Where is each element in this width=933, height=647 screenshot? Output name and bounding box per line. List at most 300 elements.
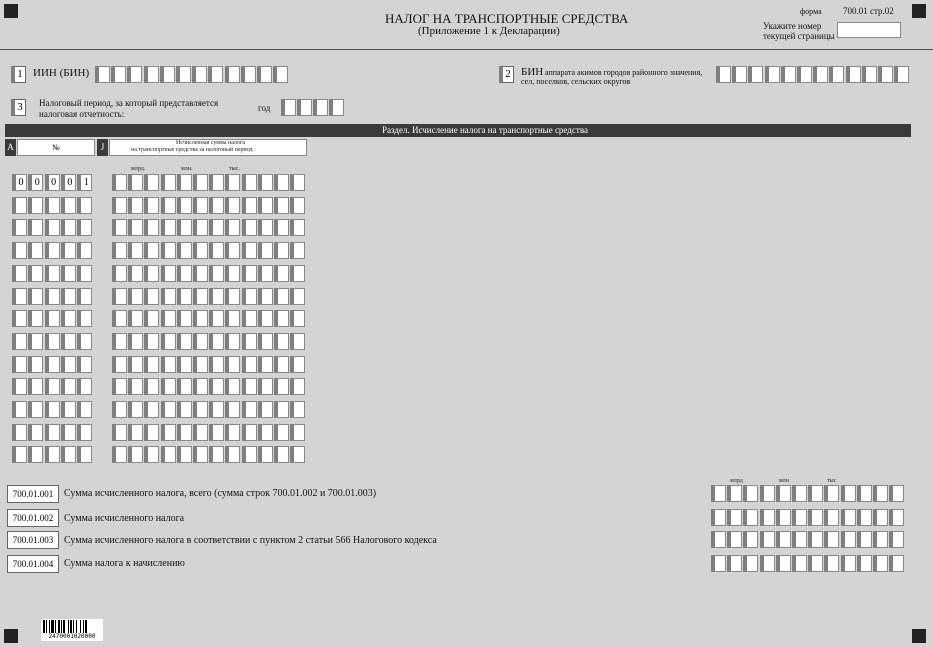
row-number-cell[interactable] [12,288,27,305]
tax-amount-cell[interactable] [258,265,273,282]
row-number-cell[interactable] [28,219,43,236]
tax-amount-cell[interactable] [209,333,224,350]
iin-cell[interactable] [160,66,175,83]
year-cell[interactable] [313,99,328,116]
tax-amount-cell[interactable] [161,197,176,214]
tax-amount-cell[interactable] [290,446,305,463]
tax-amount-cell[interactable] [193,401,208,418]
row-number-cell[interactable] [12,242,27,259]
iin-cell[interactable] [241,66,256,83]
tax-amount-cell[interactable] [258,310,273,327]
tax-amount-cell[interactable] [128,378,143,395]
total-amount-cell[interactable] [824,485,839,502]
row-number-cell[interactable] [12,333,27,350]
total-amount-cell[interactable] [743,485,758,502]
tax-amount-cell[interactable] [290,174,305,191]
tax-amount-cell[interactable] [242,197,257,214]
total-amount-cell[interactable] [727,485,742,502]
tax-amount-cell[interactable] [128,401,143,418]
tax-amount-cell[interactable] [177,197,192,214]
tax-amount-cell[interactable] [128,356,143,373]
total-amount-cell[interactable] [808,555,823,572]
tax-amount-cell[interactable] [225,378,240,395]
tax-amount-cell[interactable] [225,333,240,350]
tax-amount-cell[interactable] [290,378,305,395]
iin-cell[interactable] [144,66,159,83]
row-number-cell[interactable] [61,424,76,441]
tax-amount-cell[interactable] [209,424,224,441]
tax-amount-cell[interactable] [193,310,208,327]
row-number-cell[interactable] [12,401,27,418]
row-number-cell[interactable] [45,219,60,236]
total-amount-cell[interactable] [873,531,888,548]
tax-amount-cell[interactable] [209,219,224,236]
totals-scale-mln: млн [779,478,790,484]
bin-cell[interactable] [813,66,828,83]
row-number-cell[interactable] [77,424,92,441]
row-number-cell[interactable] [12,356,27,373]
total-amount-cell[interactable] [824,509,839,526]
total-amount-cell[interactable] [841,509,856,526]
tax-amount-cell[interactable] [144,424,159,441]
tax-amount-cell[interactable] [274,174,289,191]
page-number-input[interactable] [837,22,901,38]
row-number-cell[interactable] [45,333,60,350]
tax-amount-cell[interactable] [161,378,176,395]
tax-amount-cell[interactable] [112,446,127,463]
tax-amount-cell[interactable] [112,378,127,395]
total-amount-cell[interactable] [760,485,775,502]
tax-amount-cell[interactable] [177,310,192,327]
row-number-cell[interactable] [12,378,27,395]
row-number-cell[interactable] [61,265,76,282]
tax-amount-cell[interactable] [242,174,257,191]
tax-amount-cell[interactable] [274,378,289,395]
row-number-cell[interactable] [12,424,27,441]
row-number-cell[interactable]: 0 [45,174,60,191]
tax-amount-cell[interactable] [128,446,143,463]
total-amount-cell[interactable] [792,485,807,502]
tax-amount-cell[interactable] [112,356,127,373]
tax-amount-cell[interactable] [209,310,224,327]
tax-amount-cell[interactable] [193,219,208,236]
tax-amount-cell[interactable] [112,401,127,418]
tax-amount-cell[interactable] [258,242,273,259]
tax-amount-cell[interactable] [242,242,257,259]
total-amount-cell[interactable] [808,531,823,548]
tax-amount-cell[interactable] [258,174,273,191]
column-a-header: № [17,139,95,156]
row-number-cell[interactable] [28,356,43,373]
iin-cell[interactable] [111,66,126,83]
tax-amount-cell[interactable] [258,219,273,236]
tax-amount-cell[interactable] [144,265,159,282]
tax-amount-cell[interactable] [112,219,127,236]
tax-amount-cell[interactable] [112,310,127,327]
row-number-cell[interactable] [77,265,92,282]
row-number-cell[interactable]: 0 [61,174,76,191]
tax-amount-cell[interactable] [128,333,143,350]
row-number-cell[interactable] [28,401,43,418]
total-amount-cell[interactable] [760,555,775,572]
tax-amount-cell[interactable] [209,446,224,463]
bin-cell[interactable] [862,66,877,83]
total-amount-cell[interactable] [792,531,807,548]
tax-amount-cell[interactable] [242,310,257,327]
tax-amount-cell[interactable] [274,424,289,441]
row-number-cell[interactable] [61,446,76,463]
row-number-cell[interactable] [61,378,76,395]
tax-amount-cell[interactable] [225,174,240,191]
total-amount-cell[interactable] [889,485,904,502]
tax-amount-cell[interactable] [193,333,208,350]
iin-cell[interactable] [95,66,110,83]
row-number-cell[interactable] [45,197,60,214]
total-amount-cell[interactable] [889,555,904,572]
bin-cell[interactable] [797,66,812,83]
tax-amount-cell[interactable] [209,288,224,305]
tax-amount-cell[interactable] [128,197,143,214]
tax-amount-cell[interactable] [193,174,208,191]
iin-cell[interactable] [257,66,272,83]
tax-amount-cell[interactable] [144,174,159,191]
iin-cell[interactable] [192,66,207,83]
total-amount-cell[interactable] [873,485,888,502]
tax-amount-cell[interactable] [258,446,273,463]
row-number-cell[interactable] [61,310,76,327]
tax-amount-cell[interactable] [144,242,159,259]
row-number-cell[interactable] [61,333,76,350]
tax-amount-cell[interactable] [112,288,127,305]
tax-amount-cell[interactable] [193,424,208,441]
row-number-cell[interactable] [12,310,27,327]
tax-amount-cell[interactable] [290,424,305,441]
row-number-cell[interactable] [77,242,92,259]
row-number-cell[interactable] [28,310,43,327]
row-number-cell[interactable] [77,333,92,350]
row-number-cell[interactable] [28,424,43,441]
tax-amount-cell[interactable] [193,265,208,282]
row-number-cell[interactable] [61,356,76,373]
tax-amount-cell[interactable] [290,265,305,282]
iin-cell[interactable] [176,66,191,83]
row-number-cell[interactable] [45,401,60,418]
tax-amount-cell[interactable] [242,265,257,282]
tax-amount-cell[interactable] [177,446,192,463]
total-amount-cell[interactable] [792,555,807,572]
tax-amount-cell[interactable] [225,401,240,418]
row-number-cell[interactable] [28,378,43,395]
tax-amount-cell[interactable] [258,378,273,395]
tax-amount-cell[interactable] [161,446,176,463]
row-number-cell[interactable] [77,219,92,236]
tax-amount-cell[interactable] [161,219,176,236]
tax-amount-cell[interactable] [144,378,159,395]
tax-amount-cell[interactable] [225,242,240,259]
tax-amount-cell[interactable] [161,310,176,327]
tax-amount-cell[interactable] [290,197,305,214]
row-number-cell[interactable] [45,265,60,282]
iin-cell[interactable] [225,66,240,83]
total-amount-cell[interactable] [857,555,872,572]
tax-amount-cell[interactable] [193,197,208,214]
total-amount-cell[interactable] [841,555,856,572]
tax-amount-cell[interactable] [161,333,176,350]
row-number-cell[interactable] [28,265,43,282]
total-amount-cell[interactable] [841,485,856,502]
tax-amount-cell[interactable] [161,265,176,282]
total-amount-cell[interactable] [776,509,791,526]
tax-amount-cell[interactable] [177,219,192,236]
row-number-cell[interactable] [28,242,43,259]
total-amount-cell[interactable] [824,555,839,572]
row-number-cell[interactable] [77,197,92,214]
tax-amount-cell[interactable] [144,219,159,236]
tax-amount-cell[interactable] [290,356,305,373]
tax-amount-cell[interactable] [225,197,240,214]
tax-amount-cell[interactable] [161,424,176,441]
tax-amount-cell[interactable] [177,288,192,305]
tax-amount-cell[interactable] [177,356,192,373]
total-amount-cell[interactable] [711,509,726,526]
total-amount-cell[interactable] [727,509,742,526]
tax-amount-cell[interactable] [144,401,159,418]
tax-amount-cell[interactable] [209,242,224,259]
total-amount-cell[interactable] [808,485,823,502]
row-number-cell[interactable] [45,378,60,395]
tax-amount-cell[interactable] [242,356,257,373]
tax-amount-cell[interactable] [258,356,273,373]
iin-cell[interactable] [273,66,288,83]
tax-amount-cell[interactable] [177,424,192,441]
tax-amount-cell[interactable] [274,197,289,214]
bin-cell[interactable] [748,66,763,83]
tax-amount-cell[interactable] [161,288,176,305]
tax-amount-cell[interactable] [112,265,127,282]
total-amount-cell[interactable] [760,509,775,526]
tax-amount-cell[interactable] [128,174,143,191]
total-amount-cell[interactable] [743,509,758,526]
tax-amount-cell[interactable] [242,219,257,236]
tax-amount-cell[interactable] [128,219,143,236]
row-number-cell[interactable] [12,197,27,214]
tax-amount-cell[interactable] [242,333,257,350]
total-amount-cell[interactable] [760,531,775,548]
tax-amount-cell[interactable] [225,356,240,373]
tax-amount-cell[interactable] [258,197,273,214]
total-amount-cell[interactable] [873,509,888,526]
total-amount-cell[interactable] [792,509,807,526]
tax-amount-cell[interactable] [274,401,289,418]
tax-amount-cell[interactable] [112,242,127,259]
tax-amount-cell[interactable] [193,446,208,463]
total-amount-cell[interactable] [727,531,742,548]
tax-amount-cell[interactable] [177,265,192,282]
tax-amount-cell[interactable] [209,174,224,191]
total-amount-cell[interactable] [711,485,726,502]
bin-cell[interactable] [765,66,780,83]
tax-amount-cell[interactable] [290,242,305,259]
row-number-cell[interactable] [77,288,92,305]
tax-amount-cell[interactable] [290,219,305,236]
tax-amount-cell[interactable] [209,356,224,373]
row-number-cell[interactable]: 0 [28,174,43,191]
tax-amount-cell[interactable] [242,446,257,463]
tax-amount-cell[interactable] [290,401,305,418]
tax-amount-cell[interactable] [290,333,305,350]
tax-amount-cell[interactable] [112,197,127,214]
tax-amount-cell[interactable] [144,333,159,350]
tax-amount-cell[interactable] [144,288,159,305]
tax-amount-cell[interactable] [193,242,208,259]
tax-amount-cell[interactable] [144,310,159,327]
total-amount-cell[interactable] [776,555,791,572]
tax-amount-cell[interactable] [177,174,192,191]
iin-cell[interactable] [208,66,223,83]
tax-amount-cell[interactable] [258,288,273,305]
total-amount-cell[interactable] [889,531,904,548]
tax-amount-cell[interactable] [209,265,224,282]
row-number-cell[interactable] [61,197,76,214]
tax-amount-cell[interactable] [193,356,208,373]
bin-cell[interactable] [846,66,861,83]
tax-amount-cell[interactable] [177,378,192,395]
tax-amount-cell[interactable] [225,288,240,305]
tax-amount-cell[interactable] [274,219,289,236]
total-amount-cell[interactable] [873,555,888,572]
tax-amount-cell[interactable] [274,446,289,463]
iin-cell[interactable] [127,66,142,83]
row-number-cell[interactable] [61,401,76,418]
tax-amount-cell[interactable] [177,242,192,259]
tax-amount-cell[interactable] [225,265,240,282]
tax-amount-cell[interactable] [128,288,143,305]
row-number-cell[interactable]: 1 [77,174,92,191]
total-amount-cell[interactable] [776,485,791,502]
year-cell[interactable] [329,99,344,116]
tax-amount-cell[interactable] [242,288,257,305]
tax-amount-cell[interactable] [193,288,208,305]
row-number-cell[interactable] [28,197,43,214]
row-number-cell[interactable] [45,288,60,305]
bin-cell[interactable] [716,66,731,83]
row-number-cell[interactable] [61,242,76,259]
total-amount-cell[interactable] [743,555,758,572]
row-number-cell[interactable] [45,356,60,373]
total-amount-cell[interactable] [857,485,872,502]
row-number-cell[interactable] [12,219,27,236]
tax-amount-cell[interactable] [128,310,143,327]
tax-amount-cell[interactable] [274,242,289,259]
tax-amount-cell[interactable] [128,424,143,441]
tax-amount-cell[interactable] [274,356,289,373]
row-number-cell[interactable] [28,288,43,305]
total-amount-cell[interactable] [743,531,758,548]
bin-cell[interactable] [829,66,844,83]
year-cell[interactable] [297,99,312,116]
row-number-cell[interactable] [77,378,92,395]
row-number-cell[interactable] [61,219,76,236]
tax-amount-cell[interactable] [128,242,143,259]
tax-amount-cell[interactable] [225,424,240,441]
tax-amount-cell[interactable] [144,446,159,463]
tax-amount-cell[interactable] [225,310,240,327]
total-amount-cell[interactable] [711,555,726,572]
bin-cell[interactable] [894,66,909,83]
row-number-cell[interactable] [77,446,92,463]
tax-amount-cell[interactable] [144,197,159,214]
total-amount-cell[interactable] [857,531,872,548]
tax-amount-cell[interactable] [258,401,273,418]
row-number-cell[interactable]: 0 [12,174,27,191]
tax-amount-cell[interactable] [225,219,240,236]
tax-amount-cell[interactable] [144,356,159,373]
bin-cell[interactable] [878,66,893,83]
bin-cell[interactable] [732,66,747,83]
tax-amount-cell[interactable] [209,378,224,395]
tax-amount-cell[interactable] [290,310,305,327]
tax-amount-cell[interactable] [177,401,192,418]
tax-amount-cell[interactable] [161,242,176,259]
row-number-cell[interactable] [77,356,92,373]
tax-amount-cell[interactable] [209,197,224,214]
row-number-cell[interactable] [77,310,92,327]
row-number-cell[interactable] [77,401,92,418]
tax-amount-cell[interactable] [161,356,176,373]
total-amount-cell[interactable] [824,531,839,548]
tax-amount-cell[interactable] [242,401,257,418]
total-amount-cell[interactable] [727,555,742,572]
tax-amount-cell[interactable] [225,446,240,463]
tax-amount-cell[interactable] [161,174,176,191]
bin-cell[interactable] [781,66,796,83]
tax-amount-cell[interactable] [274,288,289,305]
total-amount-cell[interactable] [776,531,791,548]
row-number-cell[interactable] [12,265,27,282]
total-amount-cell[interactable] [889,509,904,526]
tax-amount-cell[interactable] [193,378,208,395]
tax-amount-cell[interactable] [274,333,289,350]
tax-amount-cell[interactable] [112,333,127,350]
row-number-cell[interactable] [45,242,60,259]
tax-amount-cell[interactable] [161,401,176,418]
tax-amount-cell[interactable] [274,265,289,282]
tax-amount-cell[interactable] [128,265,143,282]
row-number-cell[interactable] [61,288,76,305]
tax-amount-cell[interactable] [274,310,289,327]
row-number-cell[interactable] [45,310,60,327]
tax-amount-cell[interactable] [258,333,273,350]
tax-amount-cell[interactable] [242,378,257,395]
tax-amount-cell[interactable] [258,424,273,441]
row-number-cell[interactable] [45,424,60,441]
row-number-cell[interactable] [28,446,43,463]
tax-amount-cell[interactable] [242,424,257,441]
year-cell[interactable] [281,99,296,116]
tax-amount-cell[interactable] [112,424,127,441]
row-number-cell[interactable] [12,446,27,463]
total-amount-cell[interactable] [841,531,856,548]
row-number-cell[interactable] [28,333,43,350]
tax-amount-cell[interactable] [209,401,224,418]
row-number-cell[interactable] [45,446,60,463]
total-amount-cell[interactable] [857,509,872,526]
total-amount-cell[interactable] [808,509,823,526]
total-amount-cell[interactable] [711,531,726,548]
tax-amount-cell[interactable] [290,288,305,305]
tax-amount-cell[interactable] [177,333,192,350]
tax-amount-cell[interactable] [112,174,127,191]
